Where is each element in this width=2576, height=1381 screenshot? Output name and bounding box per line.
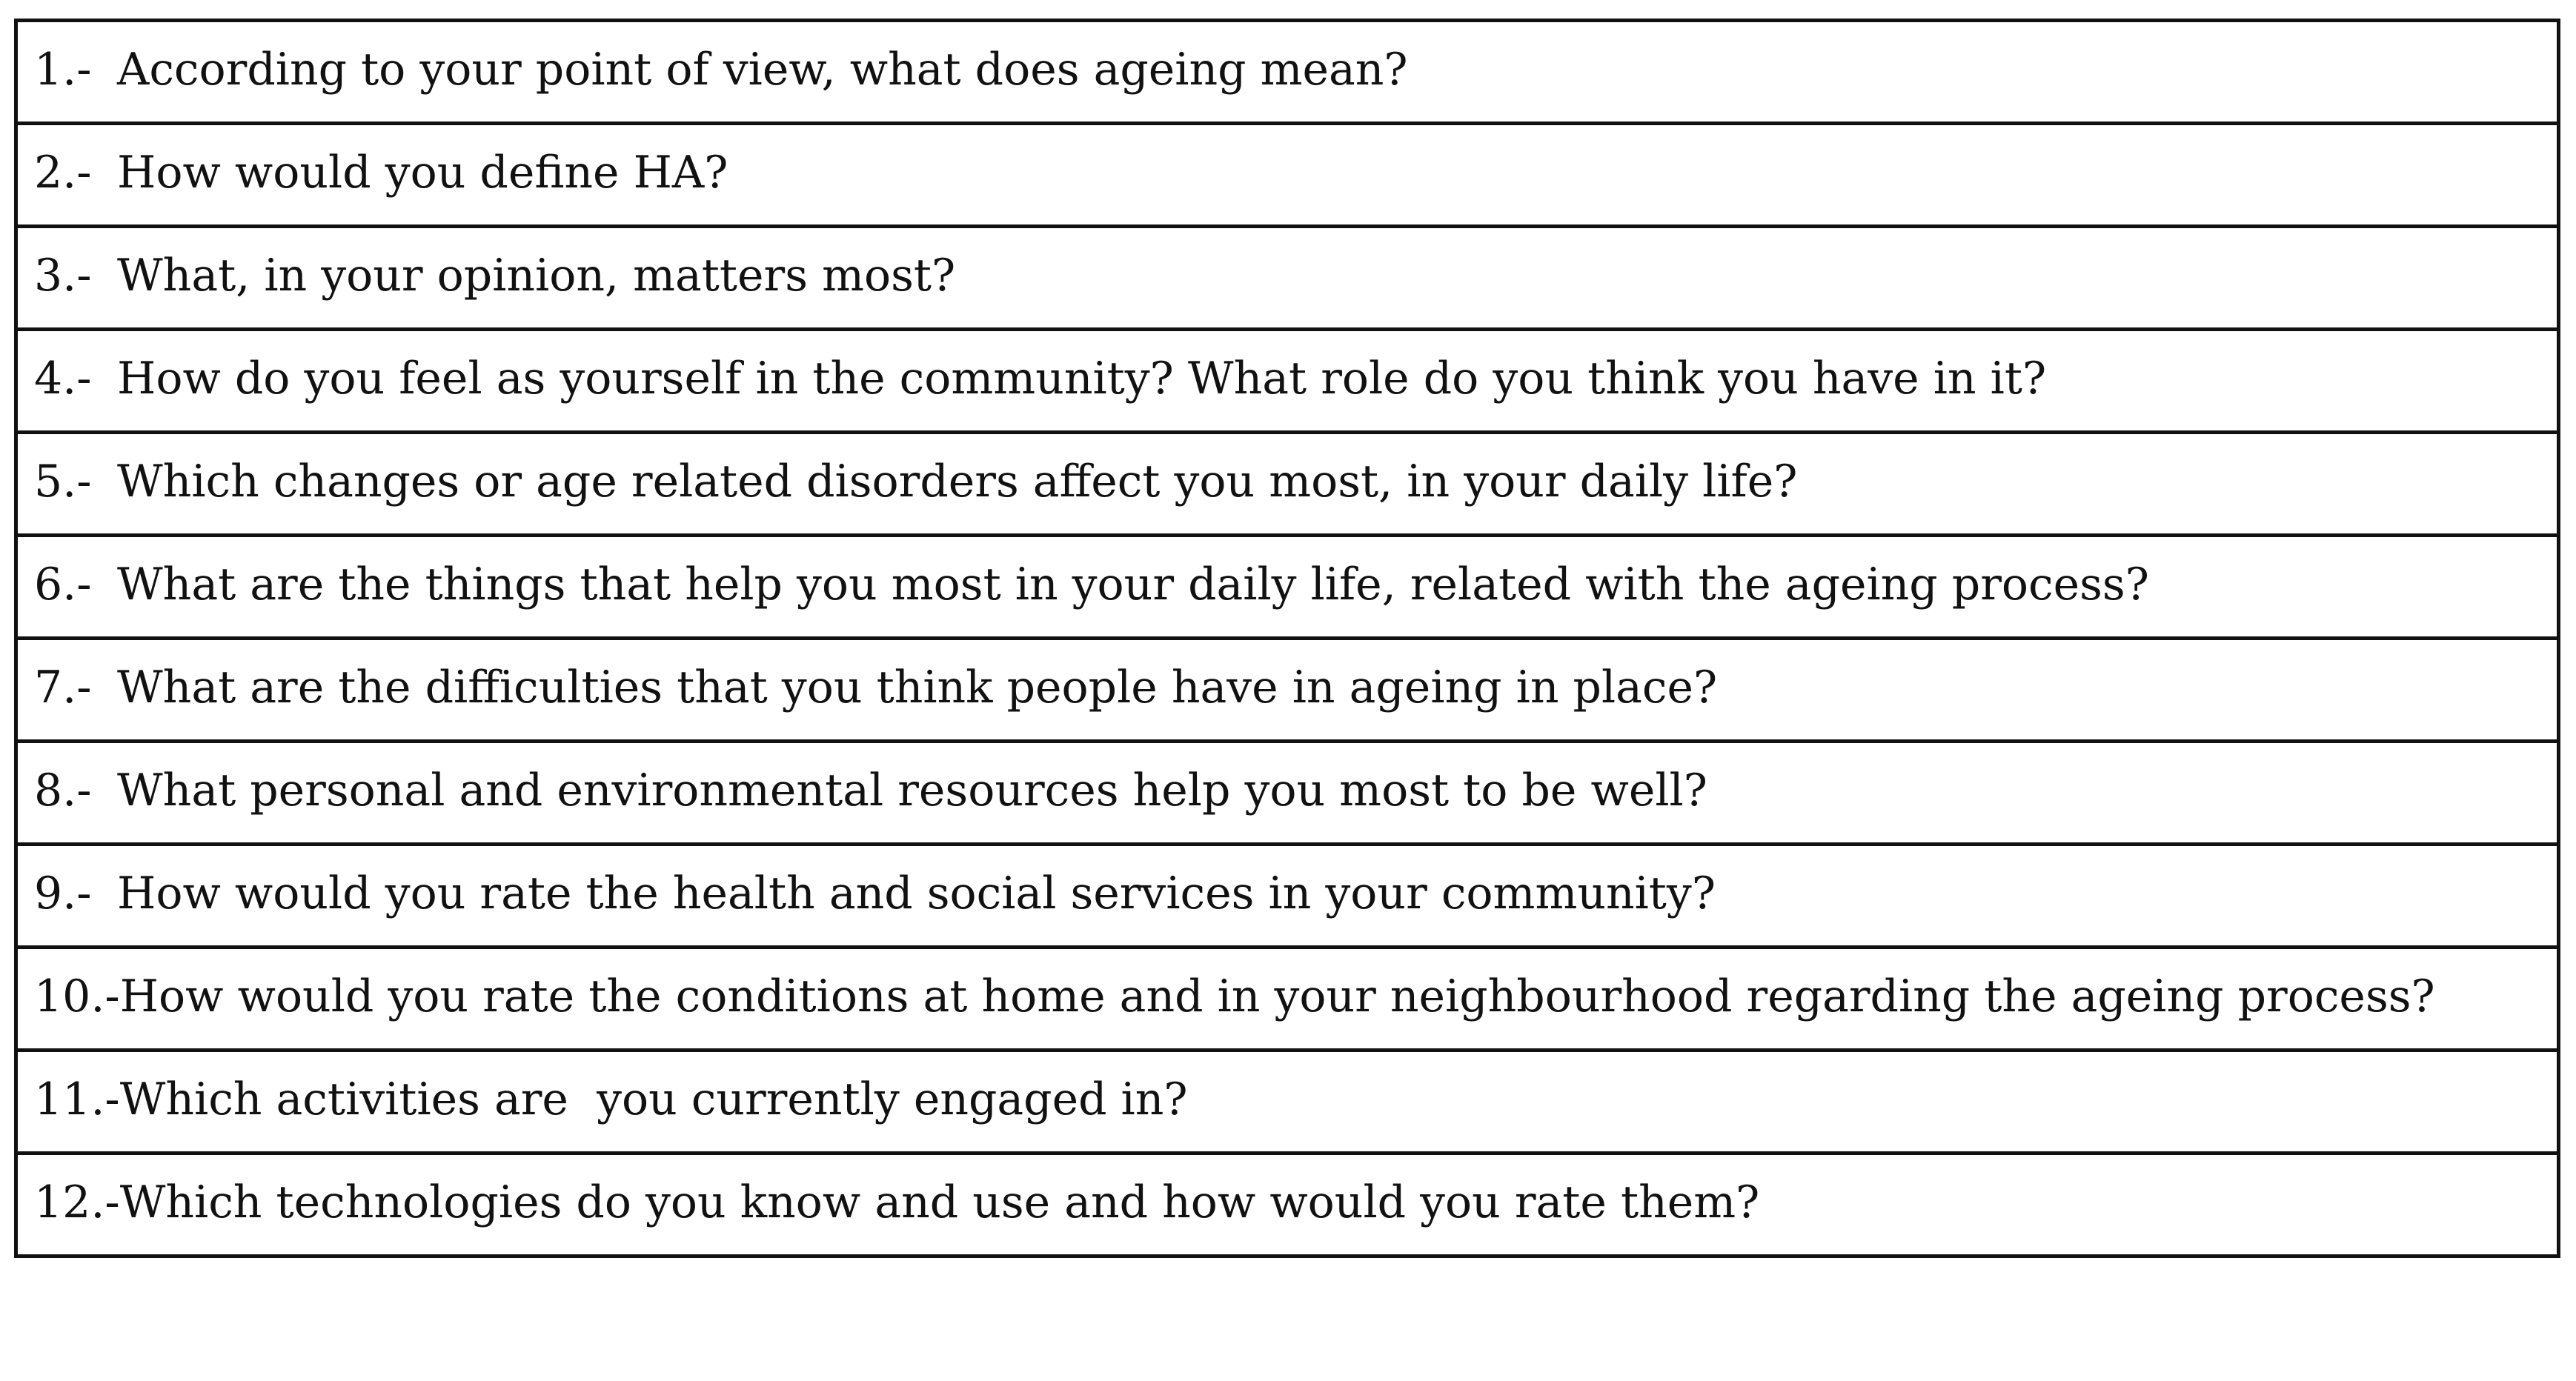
question-text: How do you feel as yourself in the community? What role do you think you have in it?	[117, 353, 2047, 405]
table-row	[16, 1154, 2559, 1257]
question-text: What personal and environmental resources help you most to be well?	[117, 765, 1707, 816]
question-cell	[16, 742, 2559, 845]
question-text: Which technologies do you know and use and how would you rate them?	[119, 1177, 1760, 1228]
question-text: What, in your opinion, matters most?	[117, 250, 956, 302]
questions-table	[14, 19, 2560, 1258]
question-number: 5.-	[34, 456, 92, 508]
question-number: 12.-	[34, 1177, 120, 1228]
question-text: How would you rate the conditions at home and in your neighbourhood regarding the ageing process?	[119, 971, 2435, 1022]
question-cell	[16, 433, 2559, 536]
question-text: What are the difficulties that you think people have in ageing in place?	[117, 662, 1718, 713]
question-number: 10.-	[34, 971, 120, 1022]
question-number: 11.-	[34, 1074, 120, 1125]
table-row	[16, 742, 2559, 845]
table-row	[16, 330, 2559, 433]
question-cell	[16, 21, 2559, 124]
table-row	[16, 227, 2559, 330]
table-row	[16, 21, 2559, 124]
question-text: How would you define HA?	[117, 147, 728, 199]
question-text: Which changes or age related disorders affect you most, in your daily life?	[117, 456, 1798, 508]
question-number: 6.-	[34, 559, 92, 610]
table-row	[16, 536, 2559, 639]
question-cell	[16, 330, 2559, 433]
question-cell	[16, 536, 2559, 639]
question-text: According to your point of view, what does ageing mean?	[117, 44, 1408, 96]
table-row	[16, 1051, 2559, 1154]
table-row	[16, 433, 2559, 536]
question-number: 1.-	[34, 44, 92, 96]
question-text: How would you rate the health and social services in your community?	[117, 868, 1716, 919]
question-cell	[16, 124, 2559, 227]
question-text: Which activities are you currently engaged in?	[119, 1074, 1188, 1125]
question-cell	[16, 1051, 2559, 1154]
question-cell	[16, 227, 2559, 330]
question-text: What are the things that help you most in your daily life, related with the ageing process?	[117, 559, 2149, 610]
table-row	[16, 639, 2559, 742]
table-row	[16, 124, 2559, 227]
question-cell	[16, 1154, 2559, 1257]
question-number: 3.-	[34, 250, 92, 302]
question-cell	[16, 845, 2559, 948]
question-cell	[16, 639, 2559, 742]
question-cell	[16, 948, 2559, 1051]
question-number: 9.-	[34, 868, 92, 919]
question-number: 4.-	[34, 353, 92, 405]
question-number: 2.-	[34, 147, 92, 199]
question-number: 8.-	[34, 765, 92, 816]
table-row	[16, 845, 2559, 948]
question-number: 7.-	[34, 662, 92, 713]
table-row	[16, 948, 2559, 1051]
